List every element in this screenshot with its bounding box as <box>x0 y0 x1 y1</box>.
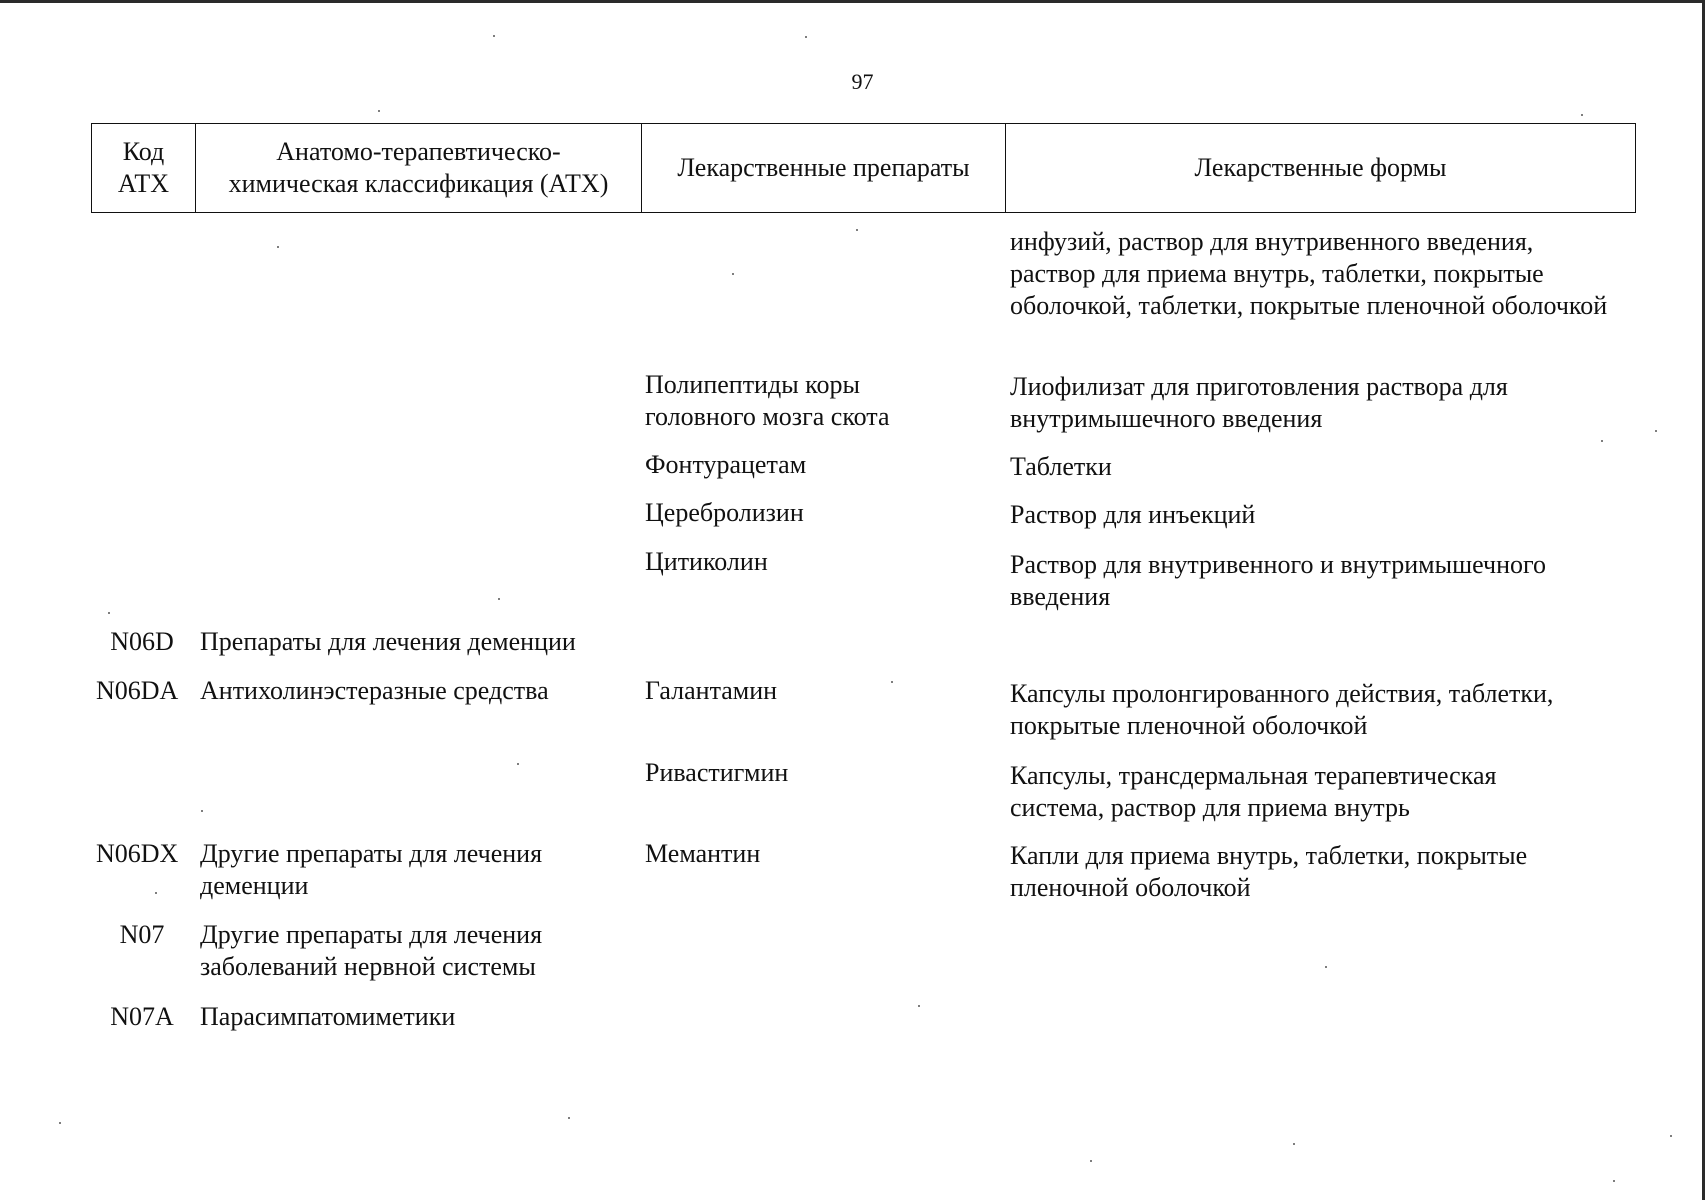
scan-speck <box>493 35 495 37</box>
header-atc-line1: Анатомо-терапевтическо- <box>276 137 561 166</box>
row-drug: Цитиколин <box>645 547 768 576</box>
row-forms: Капсулы пролонгированного действия, таблетки, покрытые пленочной оболочкой <box>1010 679 1554 740</box>
row-code: N07 <box>119 920 165 949</box>
header-atc-classification <box>196 124 642 213</box>
row-drug: Церебролизин <box>645 498 804 527</box>
scan-speck <box>277 246 279 248</box>
row-forms: Раствор для инъекций <box>1010 500 1256 529</box>
scan-speck <box>1670 1135 1672 1137</box>
scan-speck <box>891 681 893 683</box>
row-classification: Парасимпатомиметики <box>200 1002 456 1031</box>
row-drug: Мемантин <box>645 839 761 868</box>
row-drug: Ривастигмин <box>645 758 789 787</box>
scan-speck <box>1601 440 1603 442</box>
scan-speck <box>201 810 203 812</box>
header-code-line1: Код <box>122 137 165 166</box>
row-drug: Полипептиды коры головного мозга скота <box>645 370 890 431</box>
row-classification: Другие препараты для лечения заболеваний нервной системы <box>200 920 543 981</box>
scan-speck <box>1613 1180 1615 1182</box>
scan-speck <box>1293 1143 1295 1145</box>
header-atc-line2: химическая классификация (АТХ) <box>228 169 609 198</box>
scan-speck <box>918 1005 920 1007</box>
row-code: N06DX <box>96 839 179 868</box>
scan-speck <box>378 110 380 112</box>
row-drug: Фонтурацетам <box>645 450 807 479</box>
scan-speck <box>1655 430 1657 432</box>
row-forms: Лиофилизат для приготовления раствора для внутримышечного введения <box>1010 372 1508 433</box>
row-code: N07A <box>110 1002 174 1031</box>
scan-speck <box>732 273 734 275</box>
row-forms: инфузий, раствор для внутривенного введения, раствор для приема внутрь, таблетки, покрытые оболочкой, таблетки, покрытые пленочной оболочкой <box>1010 227 1608 320</box>
scan-speck <box>108 612 110 614</box>
row-code: N06D <box>110 627 174 656</box>
scan-speck <box>1090 1160 1092 1162</box>
scan-speck <box>805 36 807 38</box>
row-code: N06DA <box>96 676 179 705</box>
scan-speck <box>59 1122 61 1124</box>
header-drugs: Лекарственные препараты <box>642 124 1006 213</box>
scan-speck <box>498 598 500 600</box>
header-code <box>92 124 196 213</box>
scan-speck <box>1325 966 1327 968</box>
header-code-line2: АТХ <box>117 169 170 198</box>
row-forms: Капсулы, трансдермальная терапевтическая система, раствор для приема внутрь <box>1010 761 1497 822</box>
row-forms: Раствор для внутривенного и внутримышечного введения <box>1010 550 1546 611</box>
row-forms: Капли для приема внутрь, таблетки, покрытые пленочной оболочкой <box>1010 841 1528 902</box>
row-drug: Галантамин <box>645 676 778 705</box>
header-forms: Лекарственные формы <box>1006 124 1636 213</box>
scan-speck <box>517 763 519 765</box>
scan-speck <box>155 892 157 894</box>
scan-speck <box>856 229 858 231</box>
scan-border-top <box>0 0 1705 3</box>
page-number: 97 <box>851 69 874 94</box>
scan-speck <box>1581 114 1583 116</box>
row-forms: Таблетки <box>1010 452 1112 481</box>
scan-speck <box>568 1117 570 1119</box>
row-classification: Другие препараты для лечения деменции <box>200 839 543 900</box>
row-classification: Антихолинэстеразные средства <box>200 676 549 705</box>
row-classification: Препараты для лечения деменции <box>200 627 576 656</box>
table-header <box>91 123 1636 213</box>
